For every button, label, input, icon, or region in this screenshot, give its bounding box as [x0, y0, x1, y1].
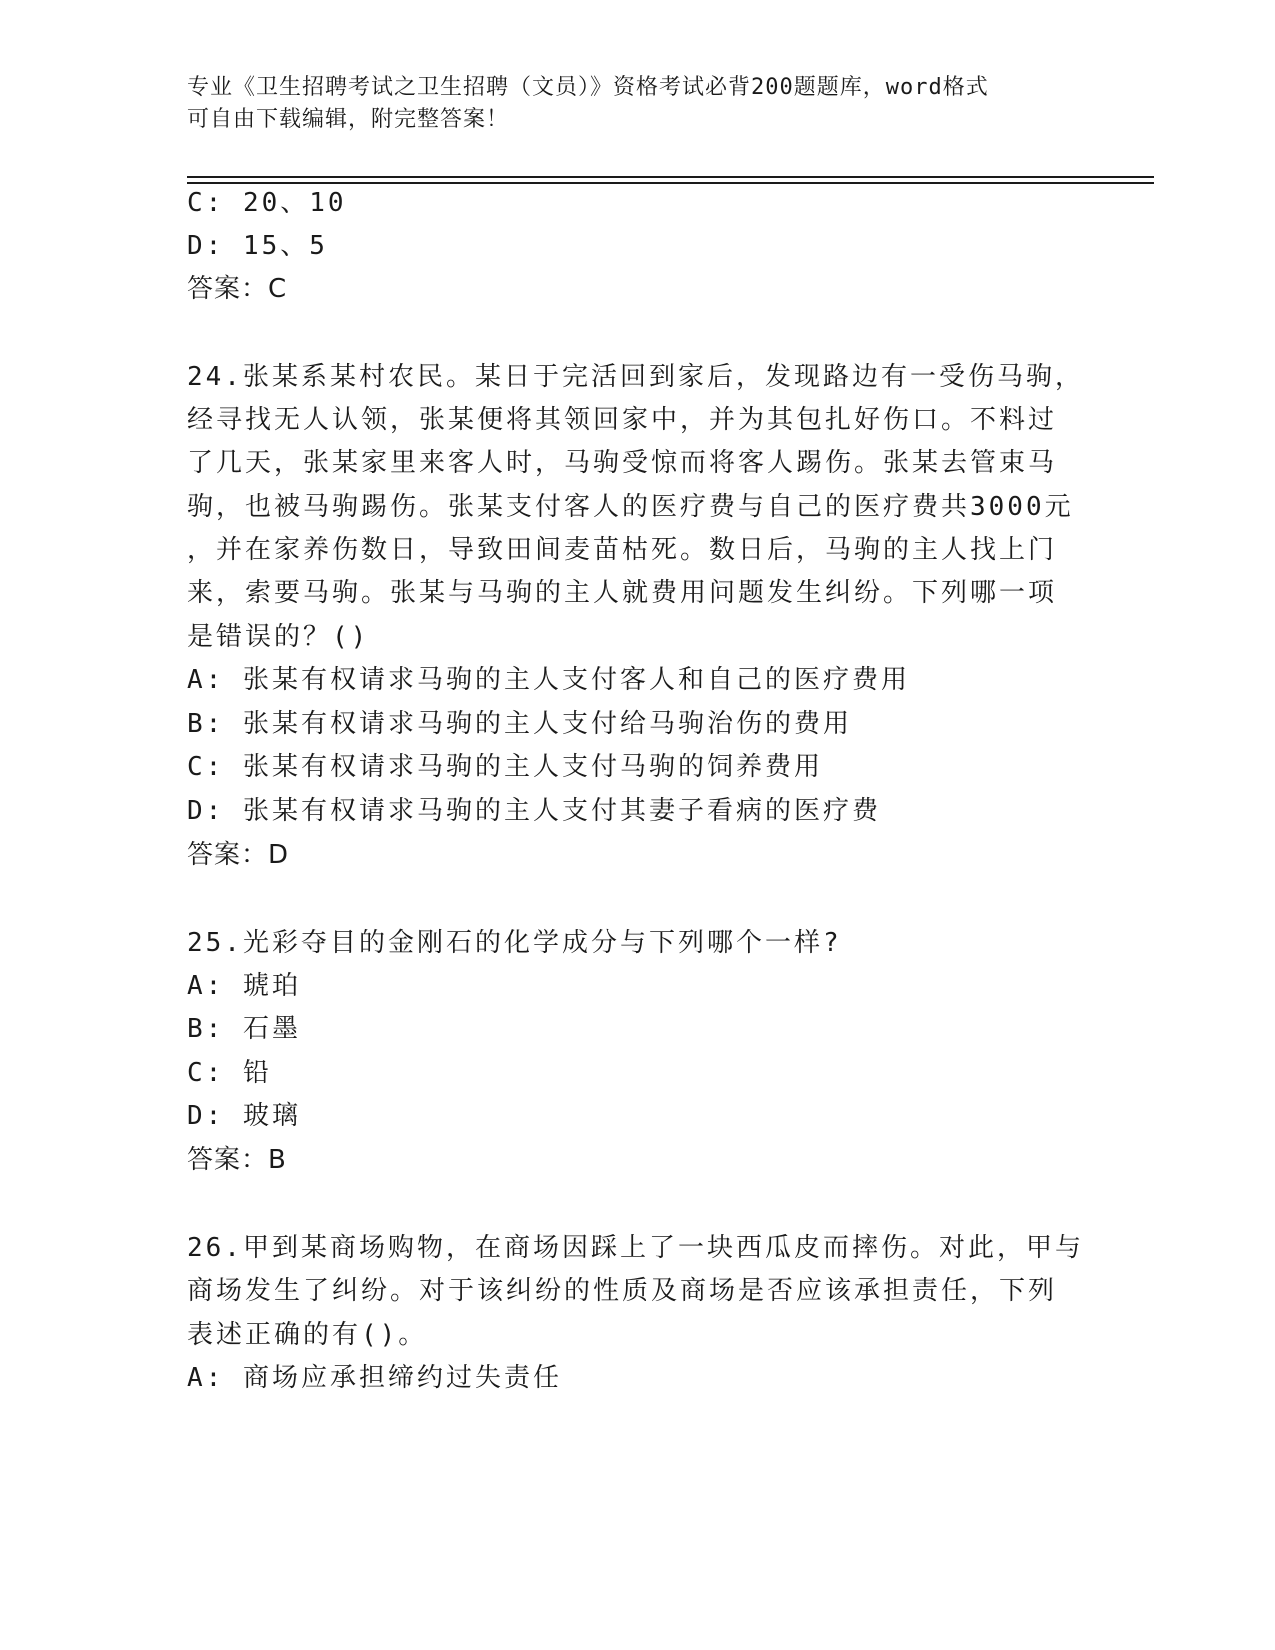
q25-option-b: B: 石墨 [187, 1014, 301, 1044]
q26-stem-line: 26.甲到某商场购物，在商场因踩上了一块西瓜皮而摔伤。对此，甲与 [187, 1233, 1084, 1263]
q25-option-c: C: 铅 [187, 1058, 272, 1088]
header-divider-bottom [187, 182, 1154, 184]
q24-stem-line: 来，索要马驹。张某与马驹的主人就费用问题发生纠纷。下列哪一项 [187, 578, 1058, 608]
q24-stem-line: 经寻找无人认领，张某便将其领回家中，并为其包扎好伤口。不料过 [187, 405, 1058, 435]
q23-option-d: D: 15、5 [187, 231, 328, 261]
q24-option-c: C: 张某有权请求马驹的主人支付马驹的饲养费用 [187, 752, 823, 782]
q26-stem-line: 商场发生了纠纷。对于该纠纷的性质及商场是否应该承担责任，下列 [187, 1276, 1058, 1306]
page-header [187, 72, 1067, 136]
q25-answer: 答案：B [187, 1145, 287, 1175]
q24-option-a: A: 张某有权请求马驹的主人支付客人和自己的医疗费用 [187, 665, 910, 695]
header-divider-top [187, 176, 1154, 178]
q24-stem-line: ，并在家养伤数日，导致田间麦苗枯死。数日后，马驹的主人找上门 [187, 535, 1058, 565]
q24-answer: 答案：D [187, 840, 290, 870]
q25-option-d: D: 玻璃 [187, 1101, 301, 1131]
q24-option-d: D: 张某有权请求马驹的主人支付其妻子看病的医疗费 [187, 796, 881, 826]
q25-option-a: A: 琥珀 [187, 971, 301, 1001]
q24-stem-line: 了几天，张某家里来客人时，马驹受惊而将客人踢伤。张某去管束马 [187, 448, 1058, 478]
q25-stem: 25.光彩夺目的金刚石的化学成分与下列哪个一样? [187, 928, 842, 958]
header-title-line-1: 专业《卫生招聘考试之卫生招聘（文员）》资格考试必背200题题库，word格式 [187, 75, 989, 100]
q24-option-b: B: 张某有权请求马驹的主人支付给马驹治伤的费用 [187, 709, 852, 739]
q24-stem-line: 24.张某系某村农民。某日于完活回到家后，发现路边有一受伤马驹， [187, 362, 1084, 392]
q26-stem-line: 表述正确的有()。 [187, 1320, 428, 1350]
q24-stem-line: 是错误的？() [187, 622, 370, 652]
q26-option-a: A: 商场应承担缔约过失责任 [187, 1363, 562, 1393]
q23-option-c: C: 20、10 [187, 188, 347, 218]
header-title-line-2: 可自由下载编辑，附完整答案！ [187, 107, 510, 132]
q24-stem-line: 驹，也被马驹踢伤。张某支付客人的医疗费与自己的医疗费共3000元 [187, 492, 1074, 522]
q23-answer: 答案：C [187, 274, 288, 304]
